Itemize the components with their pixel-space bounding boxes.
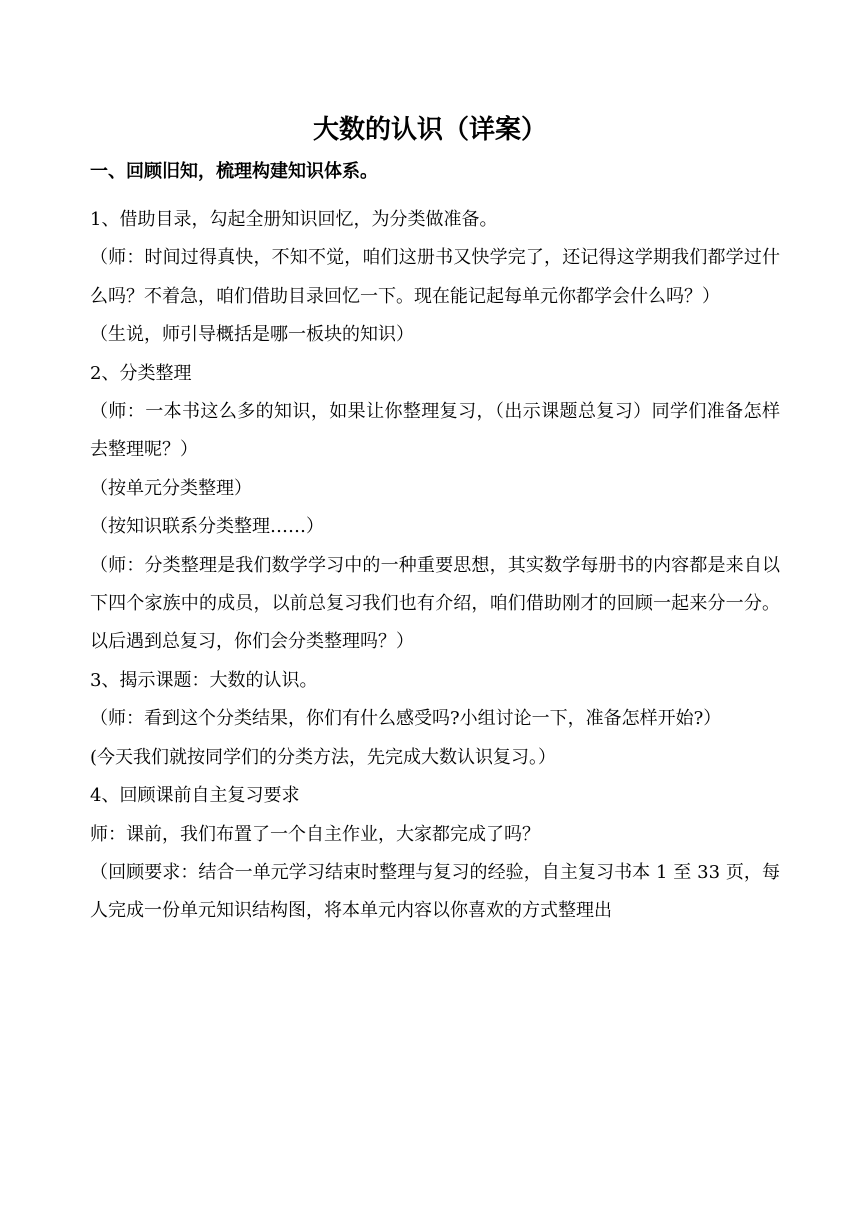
paragraph: 4、回顾课前自主复习要求	[90, 785, 300, 807]
document-body	[90, 201, 780, 931]
paragraph: （按知识联系分类整理……）	[90, 516, 324, 538]
paragraph: （生说，师引导概括是哪一板块的知识）	[90, 324, 414, 346]
paragraph: （师：看到这个分类结果，你们有什么感受吗?小组讨论一下，准备怎样开始?）	[90, 708, 722, 730]
paragraph: 3、揭示课题：大数的认识。	[90, 669, 318, 691]
paragraph: （师：一本书这么多的知识，如果让你整理复习，（出示课题总复习）同学们准备怎样去整理呢？）	[90, 401, 780, 461]
paragraph: 2、分类整理	[90, 362, 192, 384]
paragraph: （师：时间过得真快，不知不觉，咱们这册书又快学完了，还记得这学期我们都学过什么吗？不着急，咱们借助目录回忆一下。现在能记起每单元你都学会什么吗？）	[90, 247, 780, 307]
paragraph: 1、借助目录，勾起全册知识回忆，为分类做准备。	[90, 209, 498, 230]
paragraph: （回顾要求：结合一单元学习结束时整理与复习的经验，自主复习书本 1 至 33 页，每人完成一份单元知识结构图，将本单元内容以你喜欢的方式整理出	[90, 861, 780, 922]
paragraph: （按单元分类整理）	[90, 477, 252, 499]
document-title: 大数的认识（详案）	[312, 115, 547, 145]
paragraph: （师：分类整理是我们数学学习中的一种重要思想，其实数学每册书的内容都是来自以下四个家族中的成员，以前总复习我们也有介绍，咱们借助刚才的回顾一起来分一分。以后遇到总复习，你们会分类整理吗？）	[90, 554, 780, 653]
paragraph: (今天我们就按同学们的分类方法，先完成大数认识复习。）	[90, 746, 557, 768]
paragraph: 师：课前，我们布置了一个自主作业，大家都完成了吗？	[90, 823, 540, 845]
section-heading: 一、回顾旧知，梳理构建知识体系。	[90, 161, 378, 182]
